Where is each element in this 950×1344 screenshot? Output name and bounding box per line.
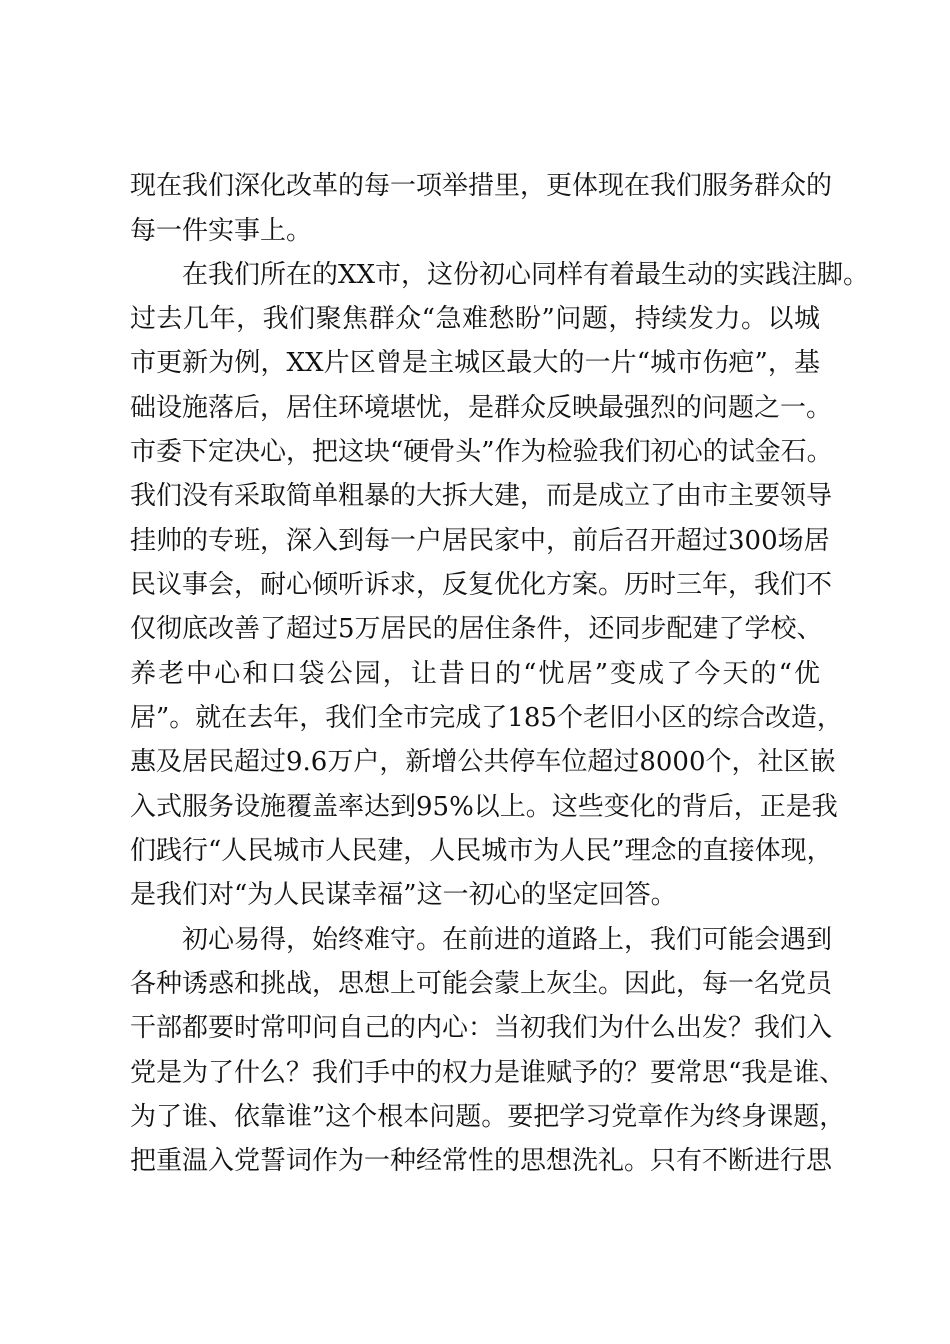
text-line: 我们没有采取简单粗暴的大拆大建，而是成立了由市主要领导 <box>130 481 833 511</box>
text-line: 为了谁、依靠谁”这个根本问题。要把学习党章作为终身课题， <box>130 1102 846 1132</box>
text-line: 入式服务设施覆盖率达到95%以上。这些变化的背后，正是我 <box>130 792 838 822</box>
text-line: 是我们对“为人民谋幸福”这一初心的坚定回答。 <box>130 880 677 910</box>
text-line: 居”。就在去年，我们全市完成了185个老旧小区的综合改造， <box>130 703 843 733</box>
text-line: 党是为了什么？我们手中的权力是谁赋予的？要常思“我是谁、 <box>130 1058 846 1088</box>
text-line: 市委下定决心，把这块“硬骨头”作为检验我们初心的试金石。 <box>130 437 833 467</box>
text-line: 现在我们深化改革的每一项举措里，更体现在我们服务群众的 <box>130 171 833 201</box>
text-line: 础设施落后，居住环境堪忧，是群众反映最强烈的问题之一。 <box>130 393 833 423</box>
text-line: 们践行“人民城市人民建，人民城市为人民”理念的直接体现， <box>130 836 833 866</box>
text-line: 养老中心和口袋公园，让昔日的“忧居”变成了今天的“优 <box>130 659 820 689</box>
text-line: 挂帅的专班，深入到每一户居民家中，前后召开超过300场居 <box>130 526 830 556</box>
text-line: 把重温入党誓词作为一种经常性的思想洗礼。只有不断进行思 <box>130 1146 833 1176</box>
text-line: 仅彻底改善了超过5万居民的居住条件，还同步配建了学校、 <box>130 614 823 644</box>
text-line: 民议事会，耐心倾听诉求，反复优化方案。历时三年，我们不 <box>130 570 833 600</box>
text-line: 惠及居民超过9.6万户，新增公共停车位超过8000个，社区嵌 <box>130 747 836 777</box>
text-line: 各种诱惑和挑战，思想上可能会蒙上灰尘。因此，每一名党员 <box>130 969 833 999</box>
text-line: 过去几年，我们聚焦群众“急难愁盼”问题，持续发力。以城 <box>130 304 820 334</box>
text-line: 每一件实事上。 <box>130 216 313 246</box>
paragraph-first-line: 在我们所在的XX市，这份初心同样有着最生动的实践注脚。 <box>182 260 870 290</box>
paragraph-first-line: 初心易得，始终难守。在前进的道路上，我们可能会遇到 <box>182 925 833 955</box>
text-line: 干部都要时常叩问自己的内心：当初我们为什么出发？我们入 <box>130 1013 833 1043</box>
text-line: 市更新为例，XX片区曾是主城区最大的一片“城市伤疤”，基 <box>130 348 820 378</box>
